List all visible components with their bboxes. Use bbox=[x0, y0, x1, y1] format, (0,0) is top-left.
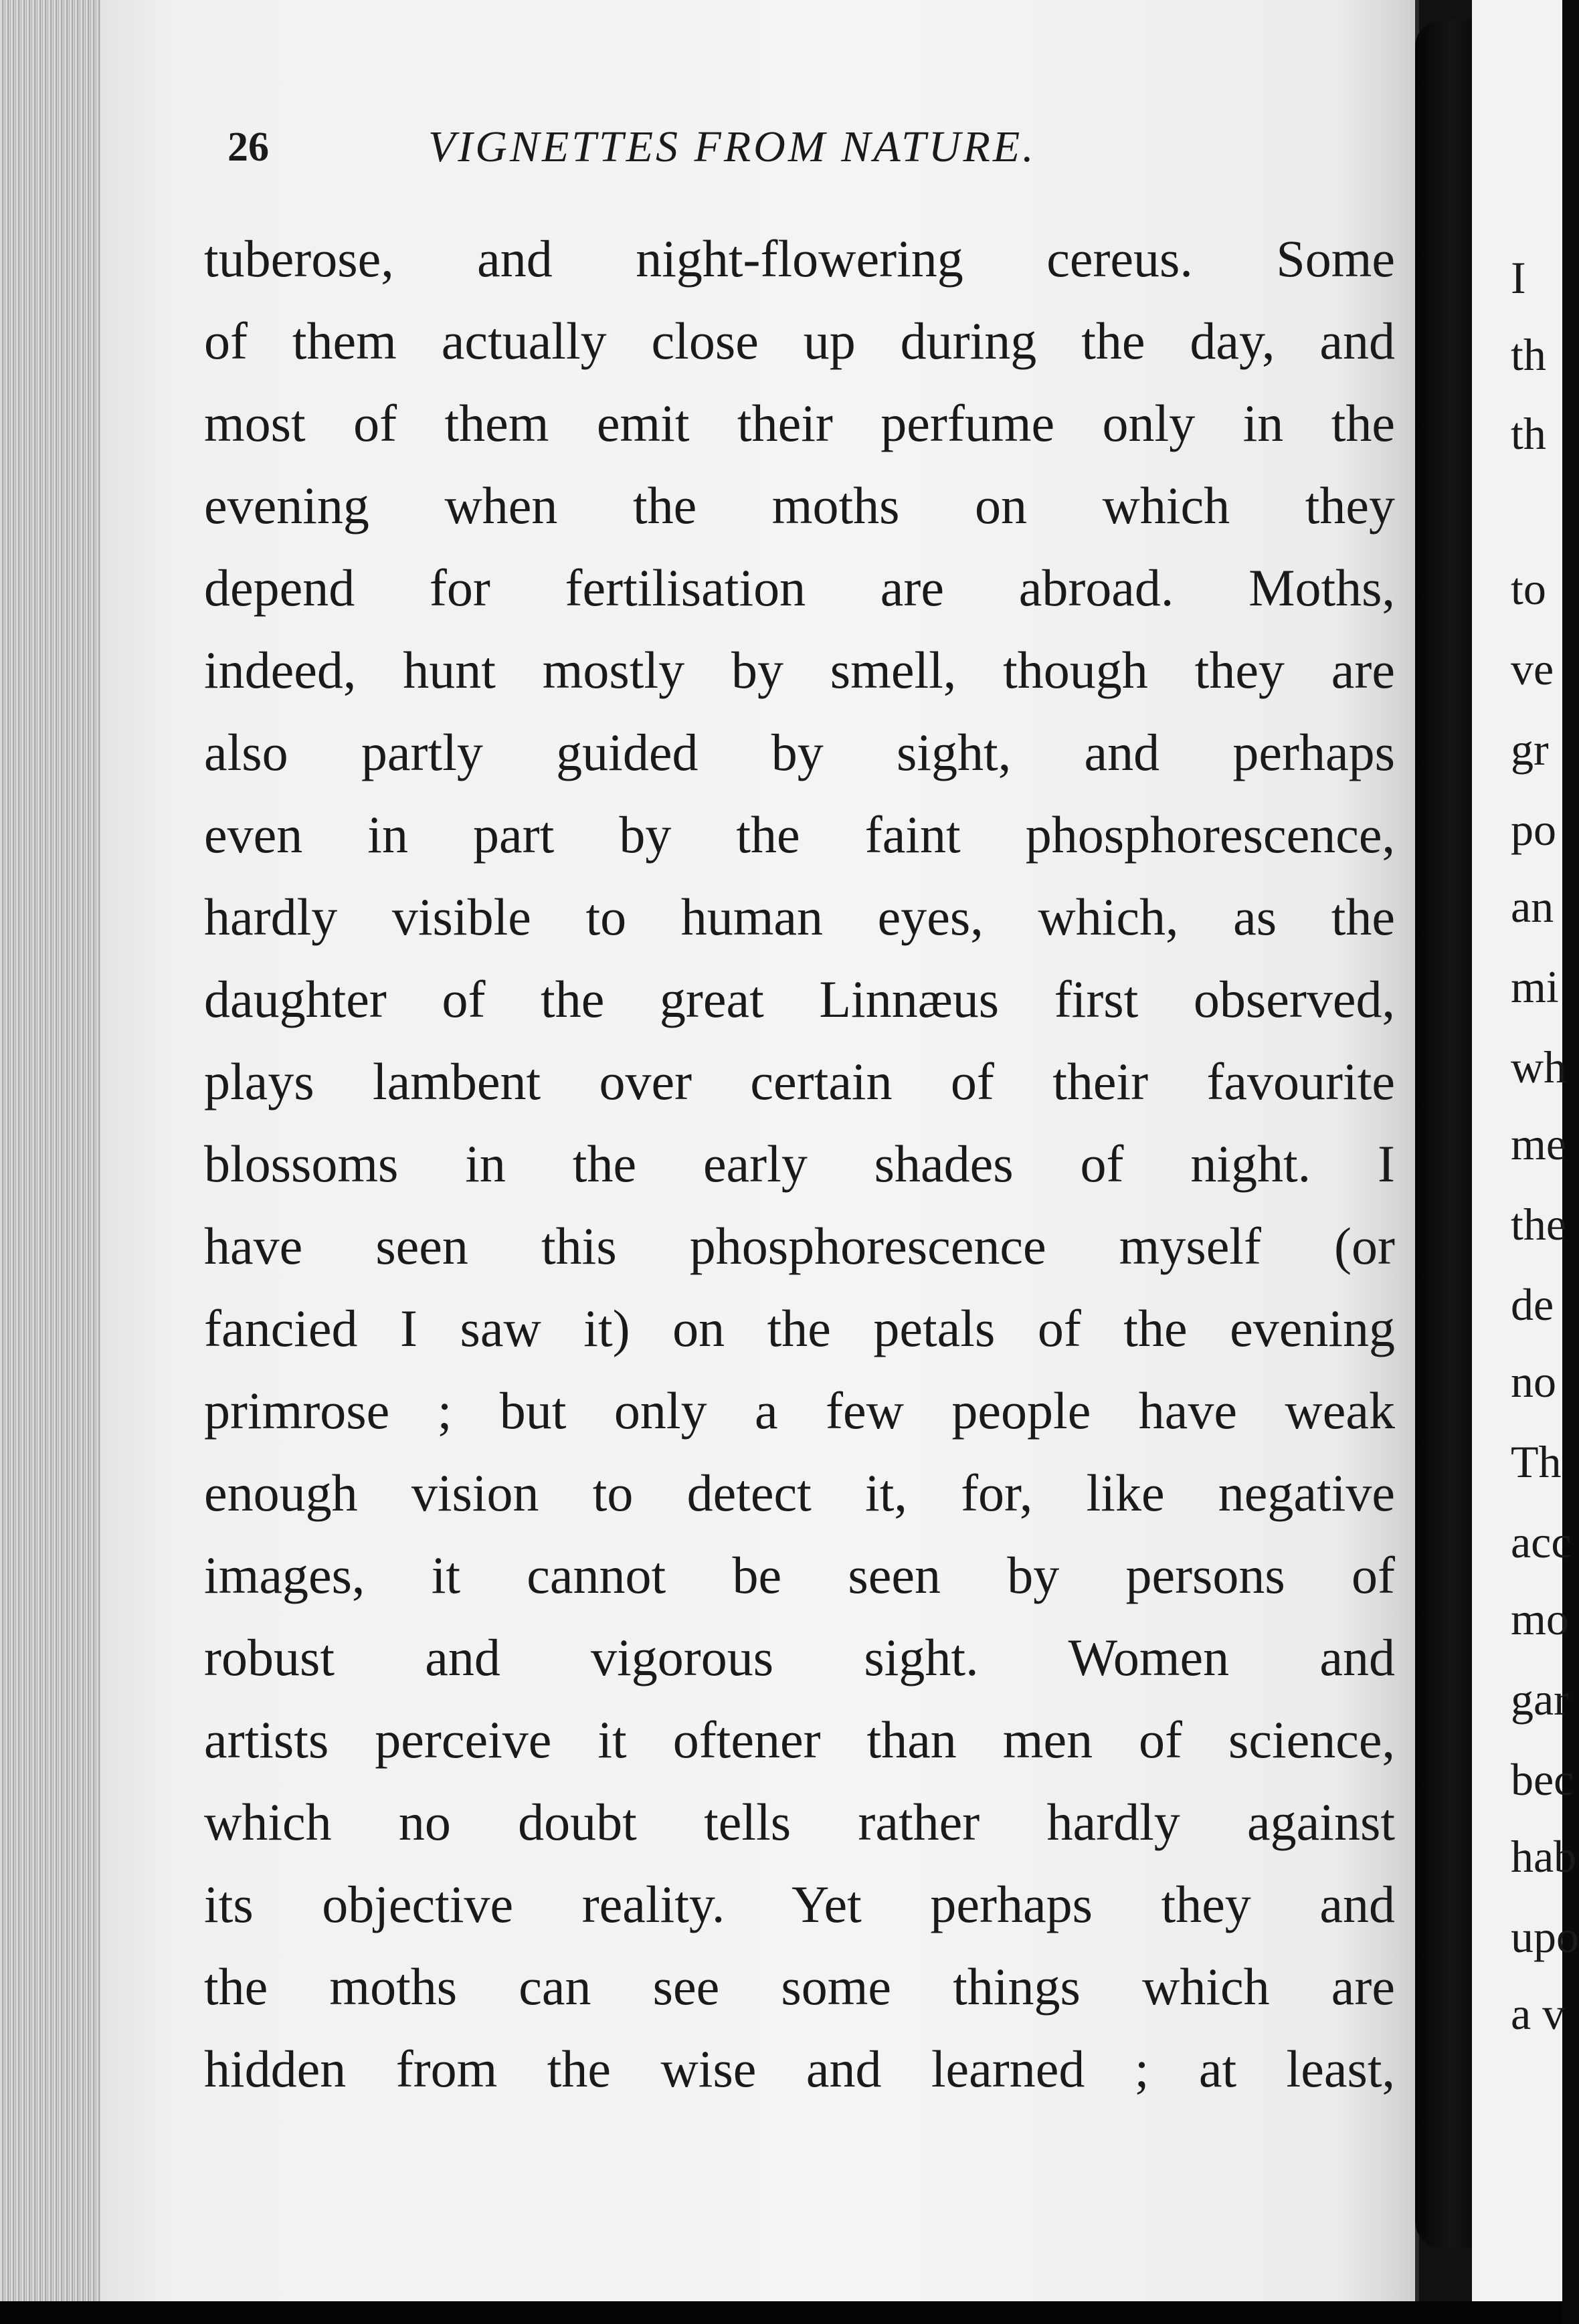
text-line: indeed, hunt mostly by smell, though they are bbox=[204, 641, 1395, 699]
next-page-fragment: th bbox=[1511, 408, 1546, 459]
next-page-fragment: me bbox=[1511, 1119, 1567, 1169]
page-number: 26 bbox=[227, 124, 269, 170]
right-page-edge bbox=[1472, 0, 1579, 2301]
next-page-fragment: th bbox=[1511, 329, 1546, 380]
next-page-fragment: hab bbox=[1511, 1831, 1577, 1882]
body-text bbox=[204, 217, 1395, 2110]
text-line: evening when the moths on which they bbox=[204, 476, 1395, 535]
next-page-fragment: po bbox=[1511, 804, 1556, 855]
next-page-fragment: gar bbox=[1511, 1674, 1569, 1725]
text-line: fancied I saw it) on the petals of the evening bbox=[204, 1299, 1395, 1357]
next-page-fragment: wh bbox=[1511, 1042, 1567, 1092]
next-page-fragment: gr bbox=[1511, 724, 1549, 775]
page-header bbox=[0, 107, 1562, 187]
text-line: depend for fertilisation are abroad. Moths, bbox=[204, 559, 1395, 617]
text-line: enough vision to detect it, for, like negative bbox=[204, 1464, 1395, 1522]
next-page-fragment: no bbox=[1511, 1356, 1556, 1407]
next-page-fragment: mo bbox=[1511, 1593, 1569, 1644]
next-page-fragment: Th bbox=[1511, 1436, 1562, 1487]
next-page-fragment: an bbox=[1511, 881, 1554, 932]
text-line: daughter of the great Linnæus first observed, bbox=[204, 970, 1395, 1028]
next-page-fragment: de bbox=[1511, 1279, 1554, 1330]
next-page-fragment: ve bbox=[1511, 644, 1554, 694]
text-line: tuberose, and night-flowering cereus. Some bbox=[204, 229, 1395, 288]
next-page-fragment: mi bbox=[1511, 961, 1559, 1012]
text-line: hidden from the wise and learned ; at least, bbox=[204, 2040, 1395, 2098]
next-page-fragment: acc bbox=[1511, 1517, 1572, 1567]
next-page-fragment: the bbox=[1511, 1199, 1567, 1250]
text-line: which no doubt tells rather hardly against bbox=[204, 1793, 1395, 1851]
running-title: VIGNETTES FROM NATURE. bbox=[428, 122, 1036, 171]
next-page-fragment: upo bbox=[1511, 1911, 1579, 1962]
next-page-fragment: a v bbox=[1511, 1988, 1566, 2039]
next-page-fragment: bec bbox=[1511, 1754, 1574, 1805]
text-line: most of them emit their perfume only in the bbox=[204, 394, 1395, 452]
next-page-fragment: I bbox=[1511, 252, 1526, 303]
text-line: primrose ; but only a few people have weak bbox=[204, 1381, 1395, 1440]
text-line: artists perceive it oftener than men of science, bbox=[204, 1711, 1395, 1769]
scan-bottom-edge bbox=[0, 2301, 1562, 2324]
text-line: even in part by the faint phosphorescence, bbox=[204, 805, 1395, 864]
text-line: hardly visible to human eyes, which, as the bbox=[204, 888, 1395, 946]
text-line: its objective reality. Yet perhaps they and bbox=[204, 1875, 1395, 1933]
text-line: the moths can see some things which are bbox=[204, 1957, 1395, 2016]
text-line: of them actually close up during the day, and bbox=[204, 312, 1395, 370]
text-line: blossoms in the early shades of night. I bbox=[204, 1135, 1395, 1193]
text-line: have seen this phosphorescence myself (or bbox=[204, 1217, 1395, 1275]
text-line: also partly guided by sight, and perhaps bbox=[204, 723, 1395, 781]
text-line: images, it cannot be seen by persons of bbox=[204, 1546, 1395, 1604]
text-line: plays lambent over certain of their favourite bbox=[204, 1052, 1395, 1110]
text-line: robust and vigorous sight. Women and bbox=[204, 1628, 1395, 1686]
next-page-fragment: to bbox=[1511, 563, 1546, 614]
